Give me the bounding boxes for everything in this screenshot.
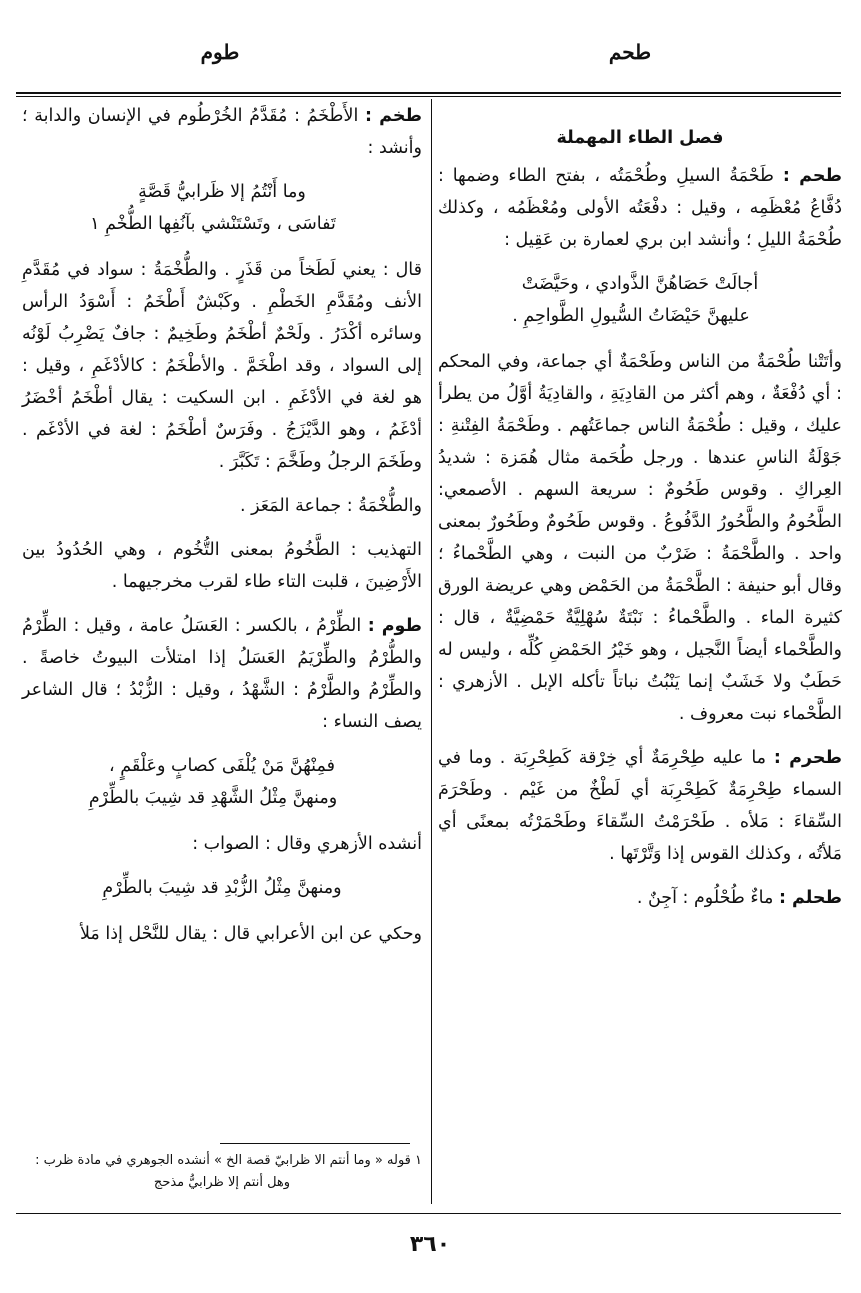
- verse-line: أجالَتْ حَصَاهُنَّ الذَّوادي ، وحَيَّضَتْ: [521, 274, 759, 294]
- entry-text: قال : يعني لَطَخاً من قَذَرٍ . والطُّخْمَةُ : سواد في مُقَدَّمِ الأنف ومُقَدَّمِ الخَطْمِ . وكَبْشٌ أَطْخَمُ : أَسْوَدُ الرأس وسائره أكْدَرُ . ولَحْمٌ أطْخَمُ وطَخِيمٌ : جافٌ يَضْرِبُ لَوْنُه إلى السواد ، وقد اطْخَمَّ . والأطْخَمُ : كالأدْغَمِ ، وقيل : هو لغة في الأدْغَمِ . ابن السكيت : يقال أطْخَمُ أخْضَرُ أدْغَمُ ، وهو الدَّيْزَجُ . وفَرَسٌ أطْخَمُ : لغة في الأدْغَم . وطَخَمَ الرجلُ وطَخَّمَ : تَكَبَّرَ .: [22, 260, 422, 472]
- entry-text: وحكي عن ابن الأعرابي قال : يقال للنَّحْل إذا مَلأ: [79, 924, 422, 944]
- verse-line: عليهنَّ حَيْضَاتُ السُّيولِ الطَّواحِمِ .: [512, 306, 750, 326]
- right-guide-word: طحم: [608, 40, 652, 64]
- column-divider: [431, 99, 432, 1204]
- verse-line: وما أَنْتُمُ إلا ظَرابيُّ قَصَّةٍ: [138, 182, 306, 202]
- entry-text: الطِّرْمُ ، بالكسر : العَسَلُ عامة ، وقيل : الطِّرْمُ والطُّرْمُ والطِّرْيَمُ العَسَلُ إذا امتلأت البيوتُ خاصةً . والطِّرْمُ والطَّرْمُ : الشَّهْدُ ، وقيل : الزُّبْدُ ؛ قال الشاعر يصف النساء :: [22, 616, 422, 732]
- footer-rule: [16, 1213, 841, 1214]
- entry-text: ماءٌ طُحْلُوم : آجِنٌ .: [636, 888, 774, 908]
- left-column: [22, 100, 422, 962]
- verse: [438, 268, 842, 332]
- headword: طحم :: [782, 166, 842, 186]
- header-rule-thin: [16, 96, 841, 97]
- entry-text: ما عليه طِحْرِمَةٌ أي خِرْقة كَطِحْرِبَة . وما في السماء طِحْرِمَةٌ كَطِحْرِبَة أي لَطْخٌ من غَيْم . وطَحْرَمَ السِّقاءَ : مَلأه . طَحْرَمْتُ السِّقاءَ وطَحْمَرْتُه بمعنًى أي مَلأتُه ، وكذلك القوس إذا وَتَّرْتَها .: [438, 748, 842, 864]
- footnote: [22, 1150, 422, 1194]
- footnote-verse: وهل أنتم إلا ظرابيُّ مذحج: [153, 1175, 291, 1190]
- entry-text: الأَطْخَمُ : مُقَدَّمُ الخُرْطُوم في الإنسان والدابة ؛ وأنشد :: [22, 106, 422, 158]
- headword: طحرم :: [773, 748, 842, 768]
- section-title: فصل الطاء المهملة: [556, 128, 724, 148]
- entry-text: طَحْمَةُ السيلِ وطُحْمَتُه ، بفتح الطاء وضمها : دُفَّاعُ مُعْظَمِه ، وقيل : دفْعَتُه الأولى ومُعْظَمُه ، وكذلك طُحْمَةُ الليلِ ؛ وأنشد ابن بري لعمارة بن عَقِيل :: [438, 166, 842, 250]
- verse-line: فمِنْهُنَّ مَنْ يُلْفَى كصابٍ وعَلْقَمٍ ،: [109, 756, 335, 776]
- footnote-text: ١ قوله « وما أنتم الا ظرابيّ قصة الخ » أنشده الجوهري في مادة ظرب :: [35, 1153, 422, 1168]
- verse: [22, 176, 422, 240]
- headword: طحلم :: [778, 888, 842, 908]
- verse-line: ومنهنَّ مِثْلُ الشَّهْدِ قد شِيبَ بالطِّرْمِ: [88, 788, 338, 808]
- header-rule: [16, 92, 841, 94]
- entry-takham: [22, 100, 422, 164]
- verse: [22, 872, 422, 904]
- right-column: [438, 100, 842, 926]
- page-number: ٣٦٠: [409, 1232, 451, 1257]
- headword: طخم :: [364, 106, 422, 126]
- verse-line: تَفاسَى ، وتَسْتَنْشي بآنُفِها الطُّخْمِ ١: [90, 214, 336, 234]
- entry-text: أنشده الأزهري وقال : الصواب :: [192, 834, 422, 854]
- entry-tahram: [438, 742, 842, 870]
- verse: [22, 750, 422, 814]
- entry-text: والطُّخْمَةُ : جماعة المَعَز .: [239, 496, 422, 516]
- entry-text: وأتَتْنا طُحْمَةٌ من الناس وطَحْمَةٌ أي جماعة، وفي المحكم : أي دُفْعَةٌ ، وهم أكثر من القادِيَةِ ، والقادِيَةُ أوَّلُ من يطرأ عليك ، وقيل : طُحْمَةُ الناس جماعَتُهم . وطَحْمَةُ الفِتْنةِ : جَوْلَةُ الناسِ عندها . ورجل طُحَمة مثال هُمَزة : شديدُ العِراكِ . وقوس طَحُومٌ : سريعة السهم . الأصمعي: الطَّحُومُ والطَّحُورُ الدَّفُوعُ . وقوس طَحُومٌ وطَحُورٌ بمعنى واحد . والطَّحْمَةُ : ضَرْبٌ من النبت ، وهي الطَّحْماءُ ؛ وقال أبو حنيفة : الطَّحْمَةُ من الحَمْض وهي عريضة الورق كثيرة الماء . والطَّحْماءُ : نَبْتَةٌ سُهْلِيَّةٌ حَمْضِيَّةٌ ، قال : والطَّحْماء أيضاً النَّجيل ، وهو خَيْرُ الحَمْضِ كُلِّه ، وليس له حَطَبٌ ولا خَشَبٌ إنما يَنْبُتُ نباتاً تأكله الإبل . الأزهري : الطَّحْماء نبت معروف .: [438, 352, 842, 724]
- left-guide-word: طوم: [200, 40, 240, 64]
- verse-line: ومنهنَّ مِثْلُ الزُّبْدِ قد شِيبَ بالطِّرْمِ: [102, 878, 342, 898]
- footnote-rule: [220, 1143, 410, 1144]
- entry-tahlam: [438, 882, 842, 914]
- entry-tahm: [438, 160, 842, 256]
- entry-tawm: [22, 610, 422, 738]
- entry-text: التهذيب : الطَّخُومُ بمعنى التُّخُوم ، وهي الحُدُودُ بين الأَرْضِينَ ، قلبت التاء طاء لقرب مخرجيهما .: [22, 540, 422, 592]
- headword: طوم :: [367, 616, 422, 636]
